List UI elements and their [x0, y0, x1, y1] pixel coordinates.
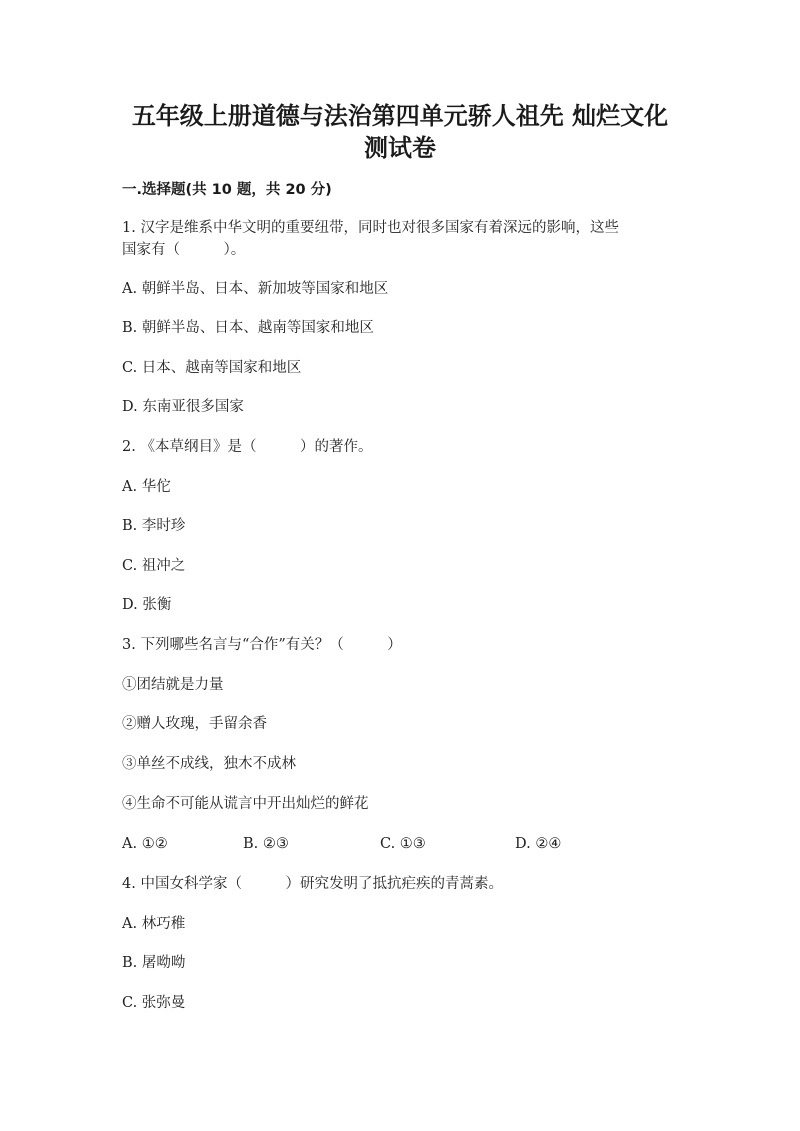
question-4-option-c: C. 张弥曼: [122, 995, 186, 1011]
question-2-option-b: B. 李时珍: [122, 518, 186, 534]
question-4-stem: 4. 中国女科学家（ ）研究发明了抵抗疟疾的青蒿素。: [122, 876, 503, 892]
question-1-option-c: C. 日本、越南等国家和地区: [122, 360, 302, 376]
question-3-statement-1: ①团结就是力量: [122, 677, 224, 693]
question-3-option-d: D. ②④: [515, 836, 562, 852]
question-2-stem: 2. 《本草纲目》是（ ）的著作。: [122, 439, 373, 455]
section-heading: 一.选择题(共 10 题，共 20 分): [122, 182, 332, 198]
question-2-option-d: D. 张衡: [122, 597, 172, 613]
question-1-option-d: D. 东南亚很多国家: [122, 399, 244, 415]
question-1-option-a: A. 朝鲜半岛、日本、新加坡等国家和地区: [122, 281, 389, 297]
page-title-continuation: 测试卷: [364, 133, 436, 162]
question-1-stem: 1. 汉字是维系中华文明的重要纽带，同时也对很多国家有着深远的影响，这些: [122, 220, 619, 236]
page-title: 五年级上册道德与法治第四单元骄人祖先 灿烂文化: [131, 101, 669, 130]
question-3-option-a: A. ①②: [122, 836, 168, 852]
question-1-stem-continuation: 国家有（ ）。: [122, 242, 246, 258]
question-2-option-c: C. 祖冲之: [122, 558, 186, 574]
question-4-option-a: A. 林巧稚: [122, 916, 186, 932]
question-3-stem: 3. 下列哪些名言与“合作”有关？（ ）: [122, 637, 402, 653]
question-3-statement-4: ④生命不可能从谎言中开出灿烂的鲜花: [122, 796, 369, 812]
question-1-option-b: B. 朝鲜半岛、日本、越南等国家和地区: [122, 320, 374, 336]
question-3-option-b: B. ②③: [243, 836, 289, 852]
question-2-option-a: A. 华佗: [122, 479, 171, 495]
question-3-statement-2: ②赠人玫瑰，手留余香: [122, 716, 267, 732]
question-3-statement-3: ③单丝不成线，独木不成林: [122, 756, 296, 772]
question-4-option-b: B. 屠呦呦: [122, 955, 186, 971]
question-3-option-c: C. ①③: [380, 836, 426, 852]
question-3-options-row: [122, 834, 682, 854]
